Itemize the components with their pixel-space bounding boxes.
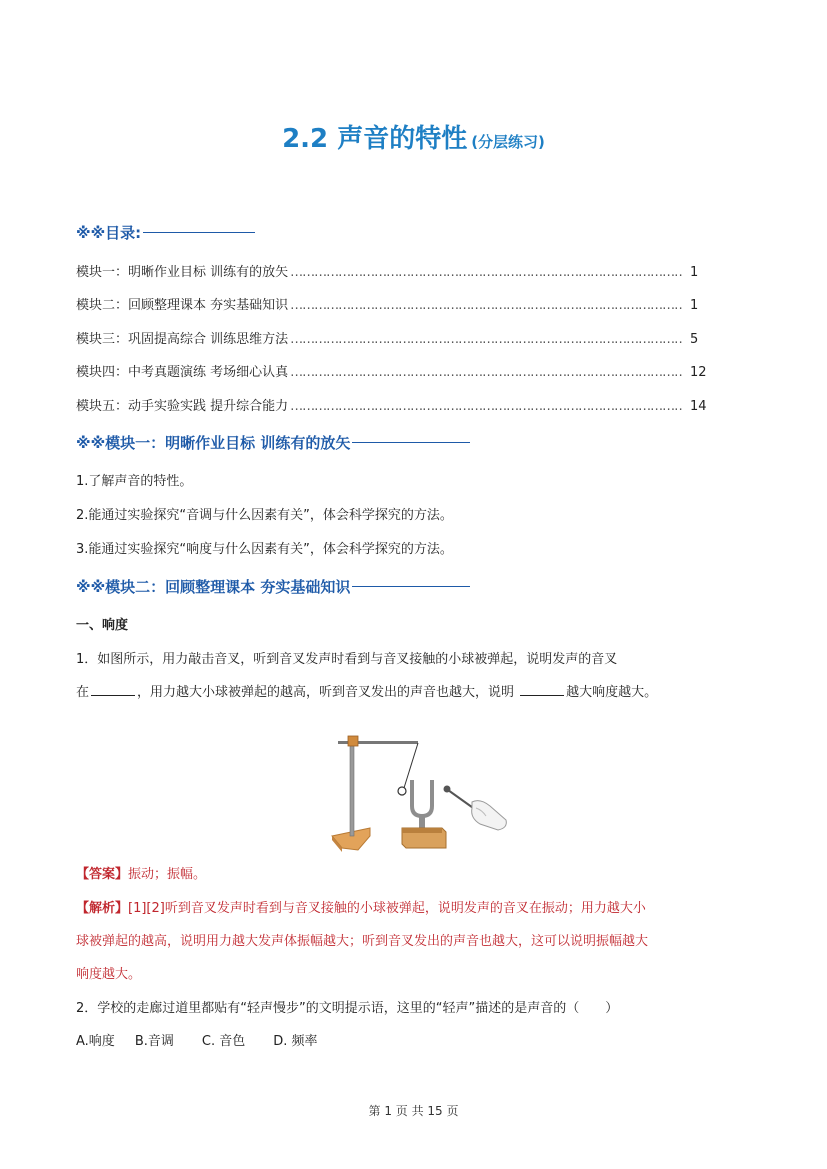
q1-analysis-line2: 球被弹起的越高，说明用力越大发声体振幅越大；听到音叉发出的声音也越大，这可以说明振幅越大: [76, 934, 649, 949]
q1-text-c: 越大响度越大。: [566, 685, 658, 700]
q1-text-b: ，用力越大小球被弹起的越高，听到音叉发出的声音也越大，说明: [137, 685, 519, 700]
q1-blank-2[interactable]: [520, 683, 564, 696]
title-sub: (分层练习): [471, 133, 545, 151]
toc-item-label: 模块五：动手实验实践 提升综合能力: [76, 399, 289, 414]
tuning-fork-stem: [419, 814, 425, 828]
analysis-text-1: [1][2]听到音叉发声时看到与音叉接触的小球被弹起，说明发声的音叉在振动；用力越大小: [128, 901, 646, 916]
module2-heading: [76, 576, 470, 597]
q1-stem-line1: 1．如图所示，用力敲击音叉，听到音叉发声时看到与音叉接触的小球被弹起，说明发声的音叉: [76, 652, 618, 667]
q1-blank-1[interactable]: [91, 683, 135, 696]
subsection-title: 一、响度: [76, 618, 129, 633]
hand-icon: [472, 801, 507, 830]
module1-heading-rule: [352, 442, 470, 443]
toc-leader-dots: [290, 399, 684, 414]
goal-line: 3.能通过实验探究“响度与什么因素有关”，体会科学探究的方法。: [76, 542, 453, 557]
q2-option-d[interactable]: D. 频率: [273, 1034, 318, 1049]
toc-item-label: 模块二：回顾整理课本 夯实基础知识: [76, 298, 289, 313]
q2-options: [76, 1030, 318, 1049]
page-footer: 第 1 页 共 15 页: [368, 1104, 459, 1118]
module1-heading-text: ※※模块一：明晰作业目标 训练有的放矢: [76, 434, 351, 452]
analysis-tag: 【解析】: [76, 901, 129, 916]
toc-item-label: 模块四：中考真题演练 考场细心认真: [76, 365, 289, 380]
q1-analysis-line1: [76, 897, 646, 916]
q1-stem-line2: [76, 681, 657, 700]
page-title: [0, 118, 827, 155]
toc-heading: [76, 222, 255, 243]
mallet-head-icon: [444, 786, 451, 793]
q1-analysis-line3: 响度越大。: [76, 967, 142, 982]
toc-item[interactable]: [76, 395, 710, 414]
toc-item[interactable]: [76, 361, 710, 380]
answer-tag: 【答案】: [76, 867, 129, 882]
tuning-fork-figure: [330, 728, 510, 854]
module2-heading-text: ※※模块二：回顾整理课本 夯实基础知识: [76, 578, 351, 596]
toc-item-page: 5: [690, 332, 699, 347]
toc-item-page: 1: [690, 298, 699, 313]
stand-pole: [350, 738, 354, 836]
module2-heading-rule: [352, 586, 470, 587]
toc-item-page: 1: [690, 265, 699, 280]
toc-leader-dots: [290, 298, 684, 313]
toc-heading-text: ※※目录:: [76, 224, 142, 242]
toc-item-label: 模块一：明晰作业目标 训练有的放矢: [76, 265, 289, 280]
q2-option-c[interactable]: C. 音色: [201, 1034, 246, 1049]
pendulum-ball-icon: [398, 787, 406, 795]
tuning-fork-icon: [412, 780, 432, 816]
goal-line: 1.了解声音的特性。: [76, 474, 193, 489]
toc-item[interactable]: [76, 261, 710, 280]
title-main: 2.2 声音的特性: [282, 124, 468, 154]
q2-option-b[interactable]: B.音调: [134, 1034, 174, 1049]
toc-item[interactable]: [76, 328, 710, 347]
toc-leader-dots: [290, 265, 684, 280]
q1-answer: [76, 863, 206, 882]
module1-heading: [76, 432, 470, 453]
toc-item[interactable]: [76, 294, 710, 313]
q2-option-a[interactable]: A.响度: [76, 1034, 115, 1049]
goal-line: 2.能通过实验探究“音调与什么因素有关”，体会科学探究的方法。: [76, 508, 453, 523]
q2-stem: 2．学校的走廊过道里都贴有“轻声慢步”的文明提示语，这里的“轻声”描述的是声音的（ ）: [76, 1001, 619, 1016]
toc-heading-rule: [143, 232, 255, 233]
toc-leader-dots: [290, 332, 684, 347]
resonance-box-top: [402, 828, 442, 833]
toc-leader-dots: [290, 365, 684, 380]
q1-text-a: 在: [76, 685, 90, 700]
stand-clamp: [348, 736, 358, 746]
toc-item-page: 12: [690, 365, 707, 380]
toc-item-page: 14: [690, 399, 707, 414]
answer-text: 振动；振幅。: [128, 867, 207, 882]
toc-item-label: 模块三：巩固提高综合 训练思维方法: [76, 332, 289, 347]
